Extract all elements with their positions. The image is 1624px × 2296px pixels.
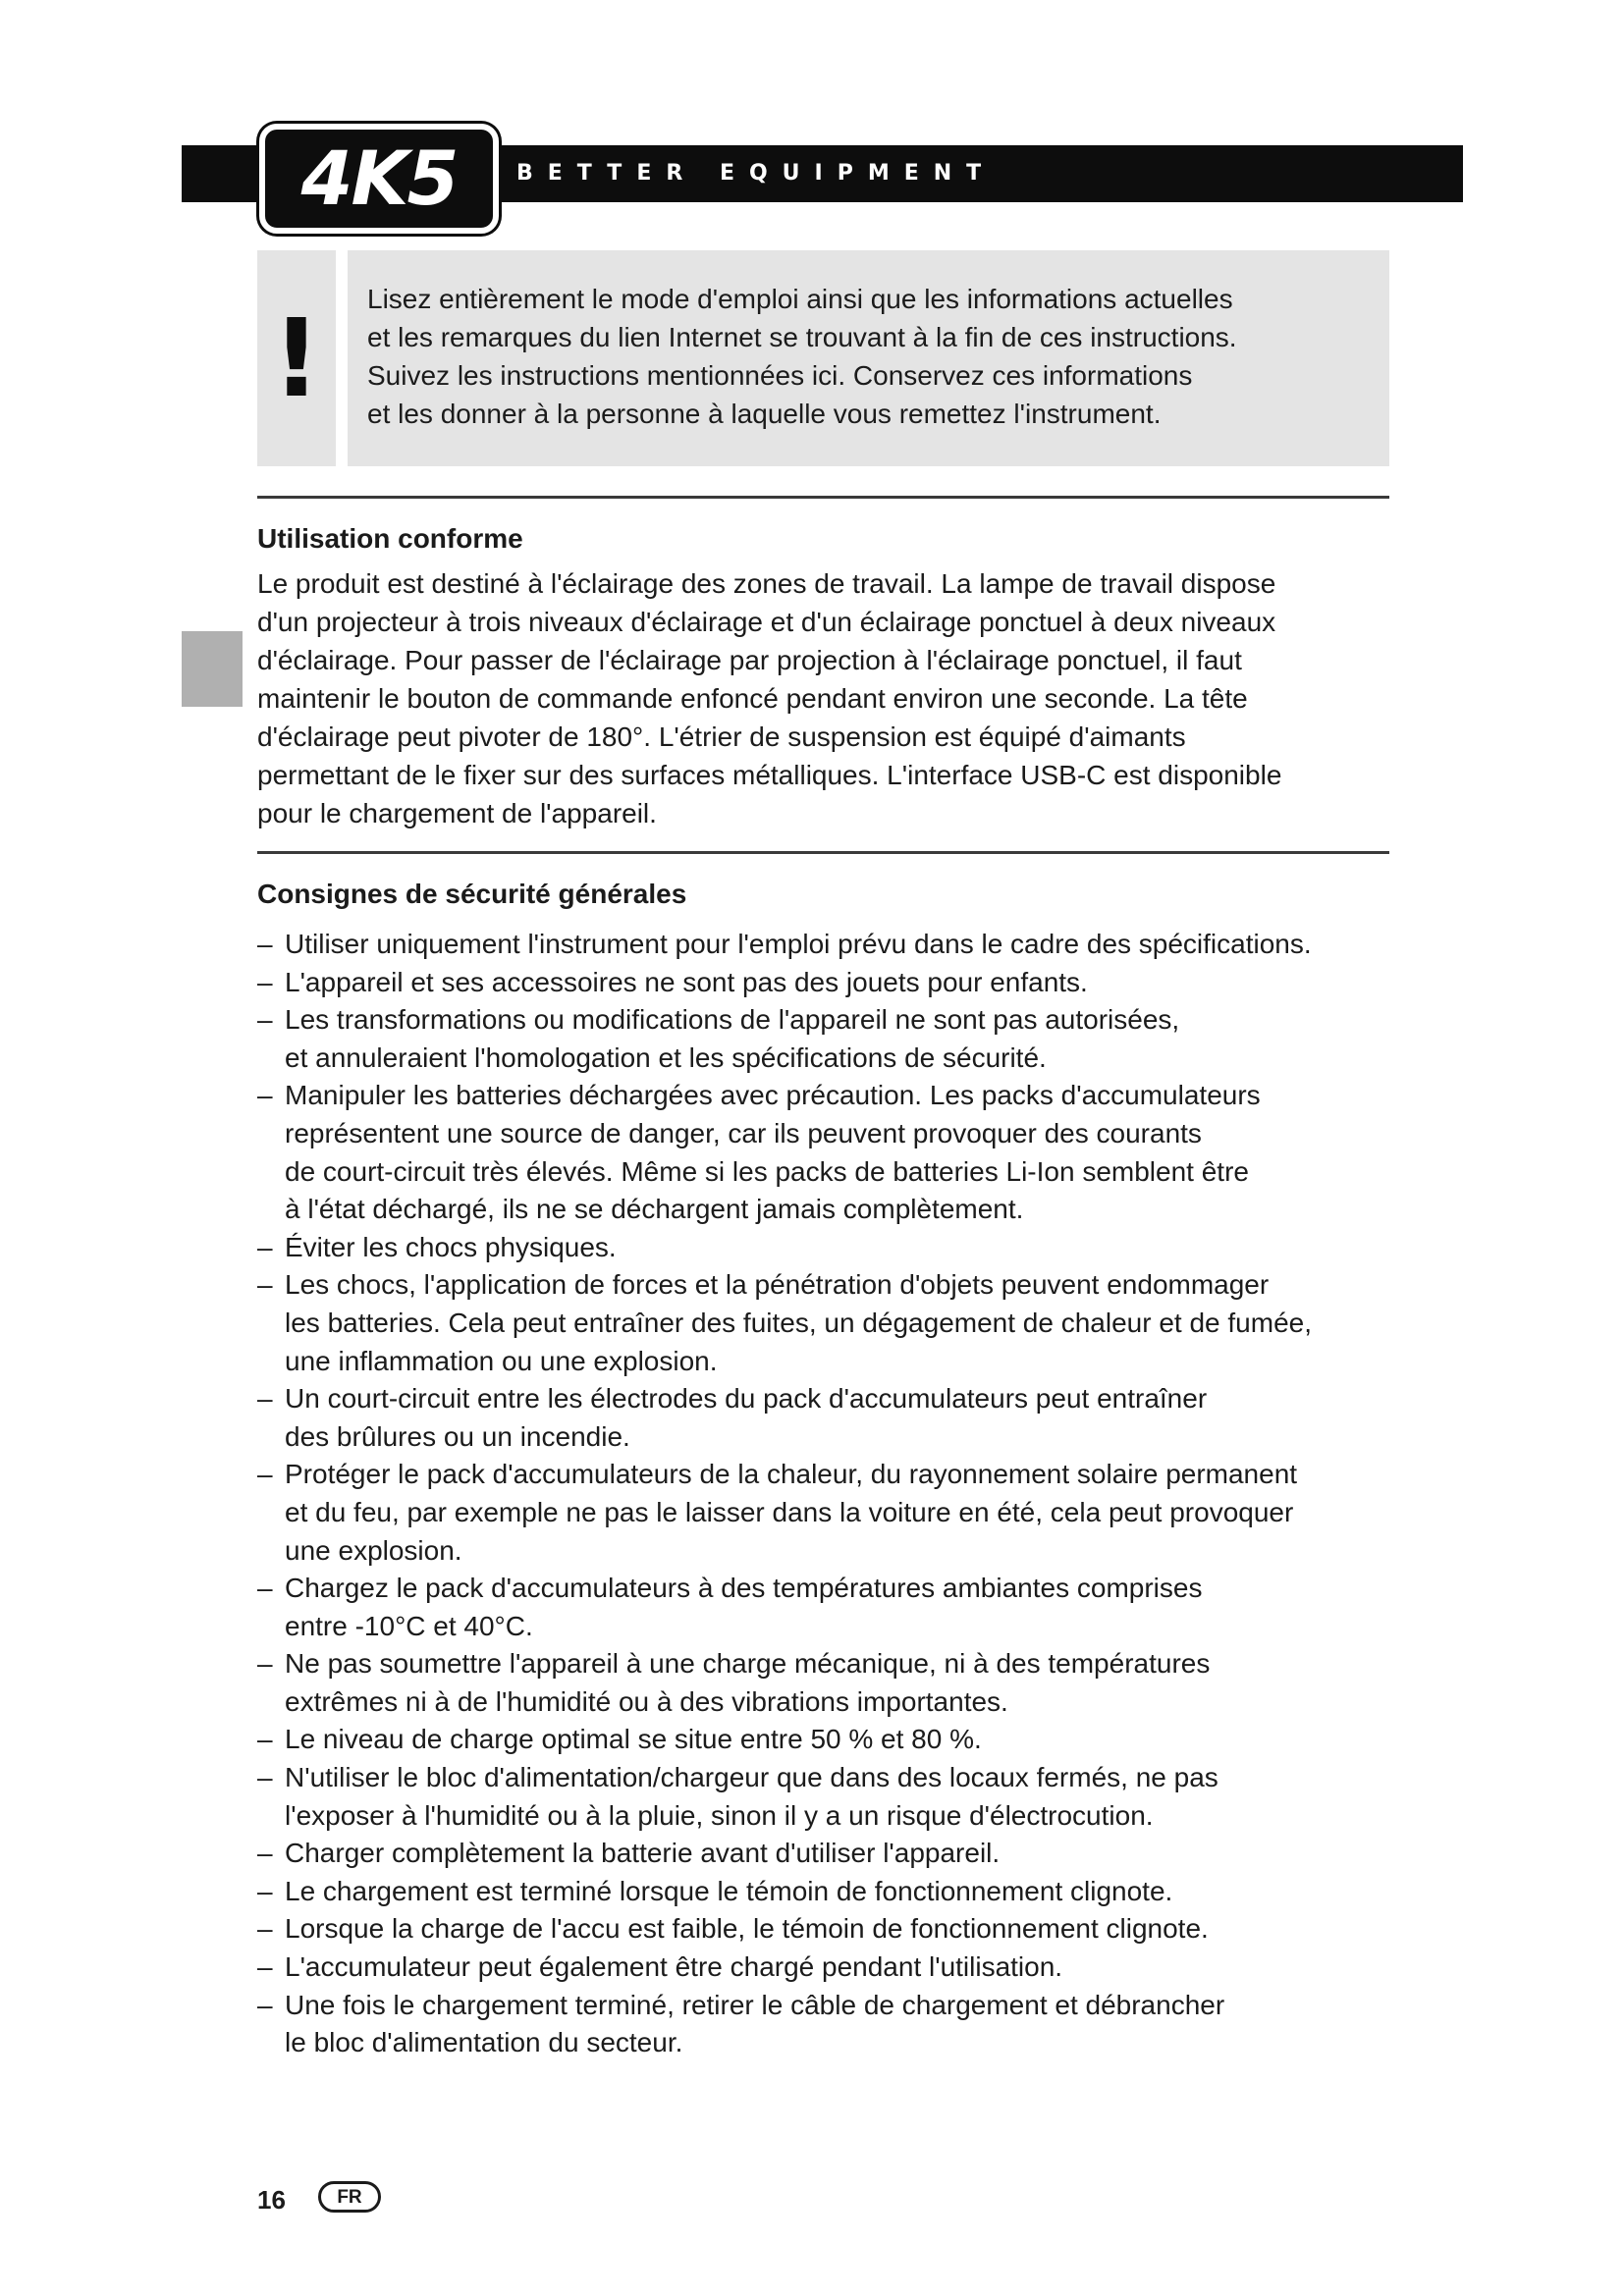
list-item: – Le niveau de charge optimal se situe entre 50 % et 80 %. [257, 1721, 1435, 1759]
list-item: – Chargez le pack d'accumulateurs à des températures ambiantes comprises entre -10°C et 40°C. [257, 1570, 1435, 1645]
list-item: – N'utiliser le bloc d'alimentation/chargeur que dans des locaux fermés, ne pas l'exposer à l'humidité ou à la pluie, sinon il y a un risque d'électrocution. [257, 1759, 1435, 1835]
paragraph-line: permettant de le fixer sur des surfaces métalliques. L'interface USB-C est disponible [257, 760, 1282, 790]
page-number: 16 [257, 2185, 286, 2215]
brand-logo-text: 4K5 [300, 134, 458, 222]
list-item: – Le chargement est terminé lorsque le témoin de fonctionnement clignote. [257, 1873, 1435, 1911]
list-item: – Utiliser uniquement l'instrument pour l'emploi prévu dans le cadre des spécifications. [257, 926, 1435, 964]
list-item: – Protéger le pack d'accumulateurs de la chaleur, du rayonnement solaire permanent et du feu, par exemple ne pas le laisser dans la voiture en été, cela peut provoquer une explosion. [257, 1456, 1435, 1570]
paragraph-line: maintenir le bouton de commande enfoncé pendant environ une seconde. La tête [257, 683, 1248, 714]
language-badge: FR [318, 2181, 381, 2213]
exclamation-icon: ! [271, 295, 322, 421]
section-side-tab [182, 631, 243, 707]
brand-tagline: BETTER EQUIPMENT [516, 161, 997, 186]
paragraph-line: d'un projecteur à trois niveaux d'éclairage et d'un éclairage ponctuel à deux niveaux [257, 607, 1276, 637]
list-item: – Une fois le chargement terminé, retirer le câble de chargement et débrancher le bloc d'alimentation du secteur. [257, 1987, 1435, 2062]
section-divider [257, 496, 1389, 499]
warning-line: Suivez les instructions mentionnées ici. Conservez ces informations [367, 360, 1193, 391]
brand-logo [259, 124, 499, 234]
paragraph-line: pour le chargement de l'appareil. [257, 798, 657, 828]
section-divider [257, 851, 1389, 854]
list-item: – Lorsque la charge de l'accu est faible, le témoin de fonctionnement clignote. [257, 1910, 1435, 1949]
section-heading-usage: Utilisation conforme [257, 523, 523, 554]
paragraph-line: d'éclairage. Pour passer de l'éclairage par projection à l'éclairage ponctuel, il faut [257, 645, 1242, 675]
list-item: – L'appareil et ses accessoires ne sont pas des jouets pour enfants. [257, 964, 1435, 1002]
warning-line: et les donner à la personne à laquelle vous remettez l'instrument. [367, 399, 1162, 429]
warning-line: et les remarques du lien Internet se trouvant à la fin de ces instructions. [367, 322, 1237, 352]
paragraph-line: Le produit est destiné à l'éclairage des zones de travail. La lampe de travail dispose [257, 568, 1276, 599]
list-item: – Manipuler les batteries déchargées avec précaution. Les packs d'accumulateurs représentent une source de danger, car ils peuvent provoquer des courants de court-circuit très élevés. Même si les packs de batteries Li-Ion semblent être à l'état déchargé, ils ne se déchargent jamais complètement. [257, 1077, 1435, 1228]
paragraph-line: d'éclairage peut pivoter de 180°. L'étrier de suspension est équipé d'aimants [257, 721, 1186, 752]
safety-list [257, 926, 1435, 2062]
list-item: – Charger complètement la batterie avant d'utiliser l'appareil. [257, 1835, 1435, 1873]
list-item: – Les chocs, l'application de forces et la pénétration d'objets peuvent endommager les batteries. Cela peut entraîner des fuites, un dégagement de chaleur et de fumée, une inflammation ou une explosion. [257, 1266, 1435, 1380]
usage-paragraph [257, 564, 1416, 832]
list-item: – Les transformations ou modifications de l'appareil ne sont pas autorisées, et annuleraient l'homologation et les spécifications de sécurité. [257, 1001, 1435, 1077]
list-item: – Ne pas soumettre l'appareil à une charge mécanique, ni à des températures extrêmes ni à de l'humidité ou à des vibrations importantes. [257, 1645, 1435, 1721]
section-heading-safety: Consignes de sécurité générales [257, 879, 687, 909]
warning-notice [348, 250, 1389, 466]
list-item: – L'accumulateur peut également être chargé pendant l'utilisation. [257, 1949, 1435, 1987]
list-item: – Éviter les chocs physiques. [257, 1229, 1435, 1267]
warning-line: Lisez entièrement le mode d'emploi ainsi que les informations actuelles [367, 284, 1233, 314]
list-item: – Un court-circuit entre les électrodes du pack d'accumulateurs peut entraîner des brûlures ou un incendie. [257, 1380, 1435, 1456]
warning-icon-box [257, 250, 336, 466]
